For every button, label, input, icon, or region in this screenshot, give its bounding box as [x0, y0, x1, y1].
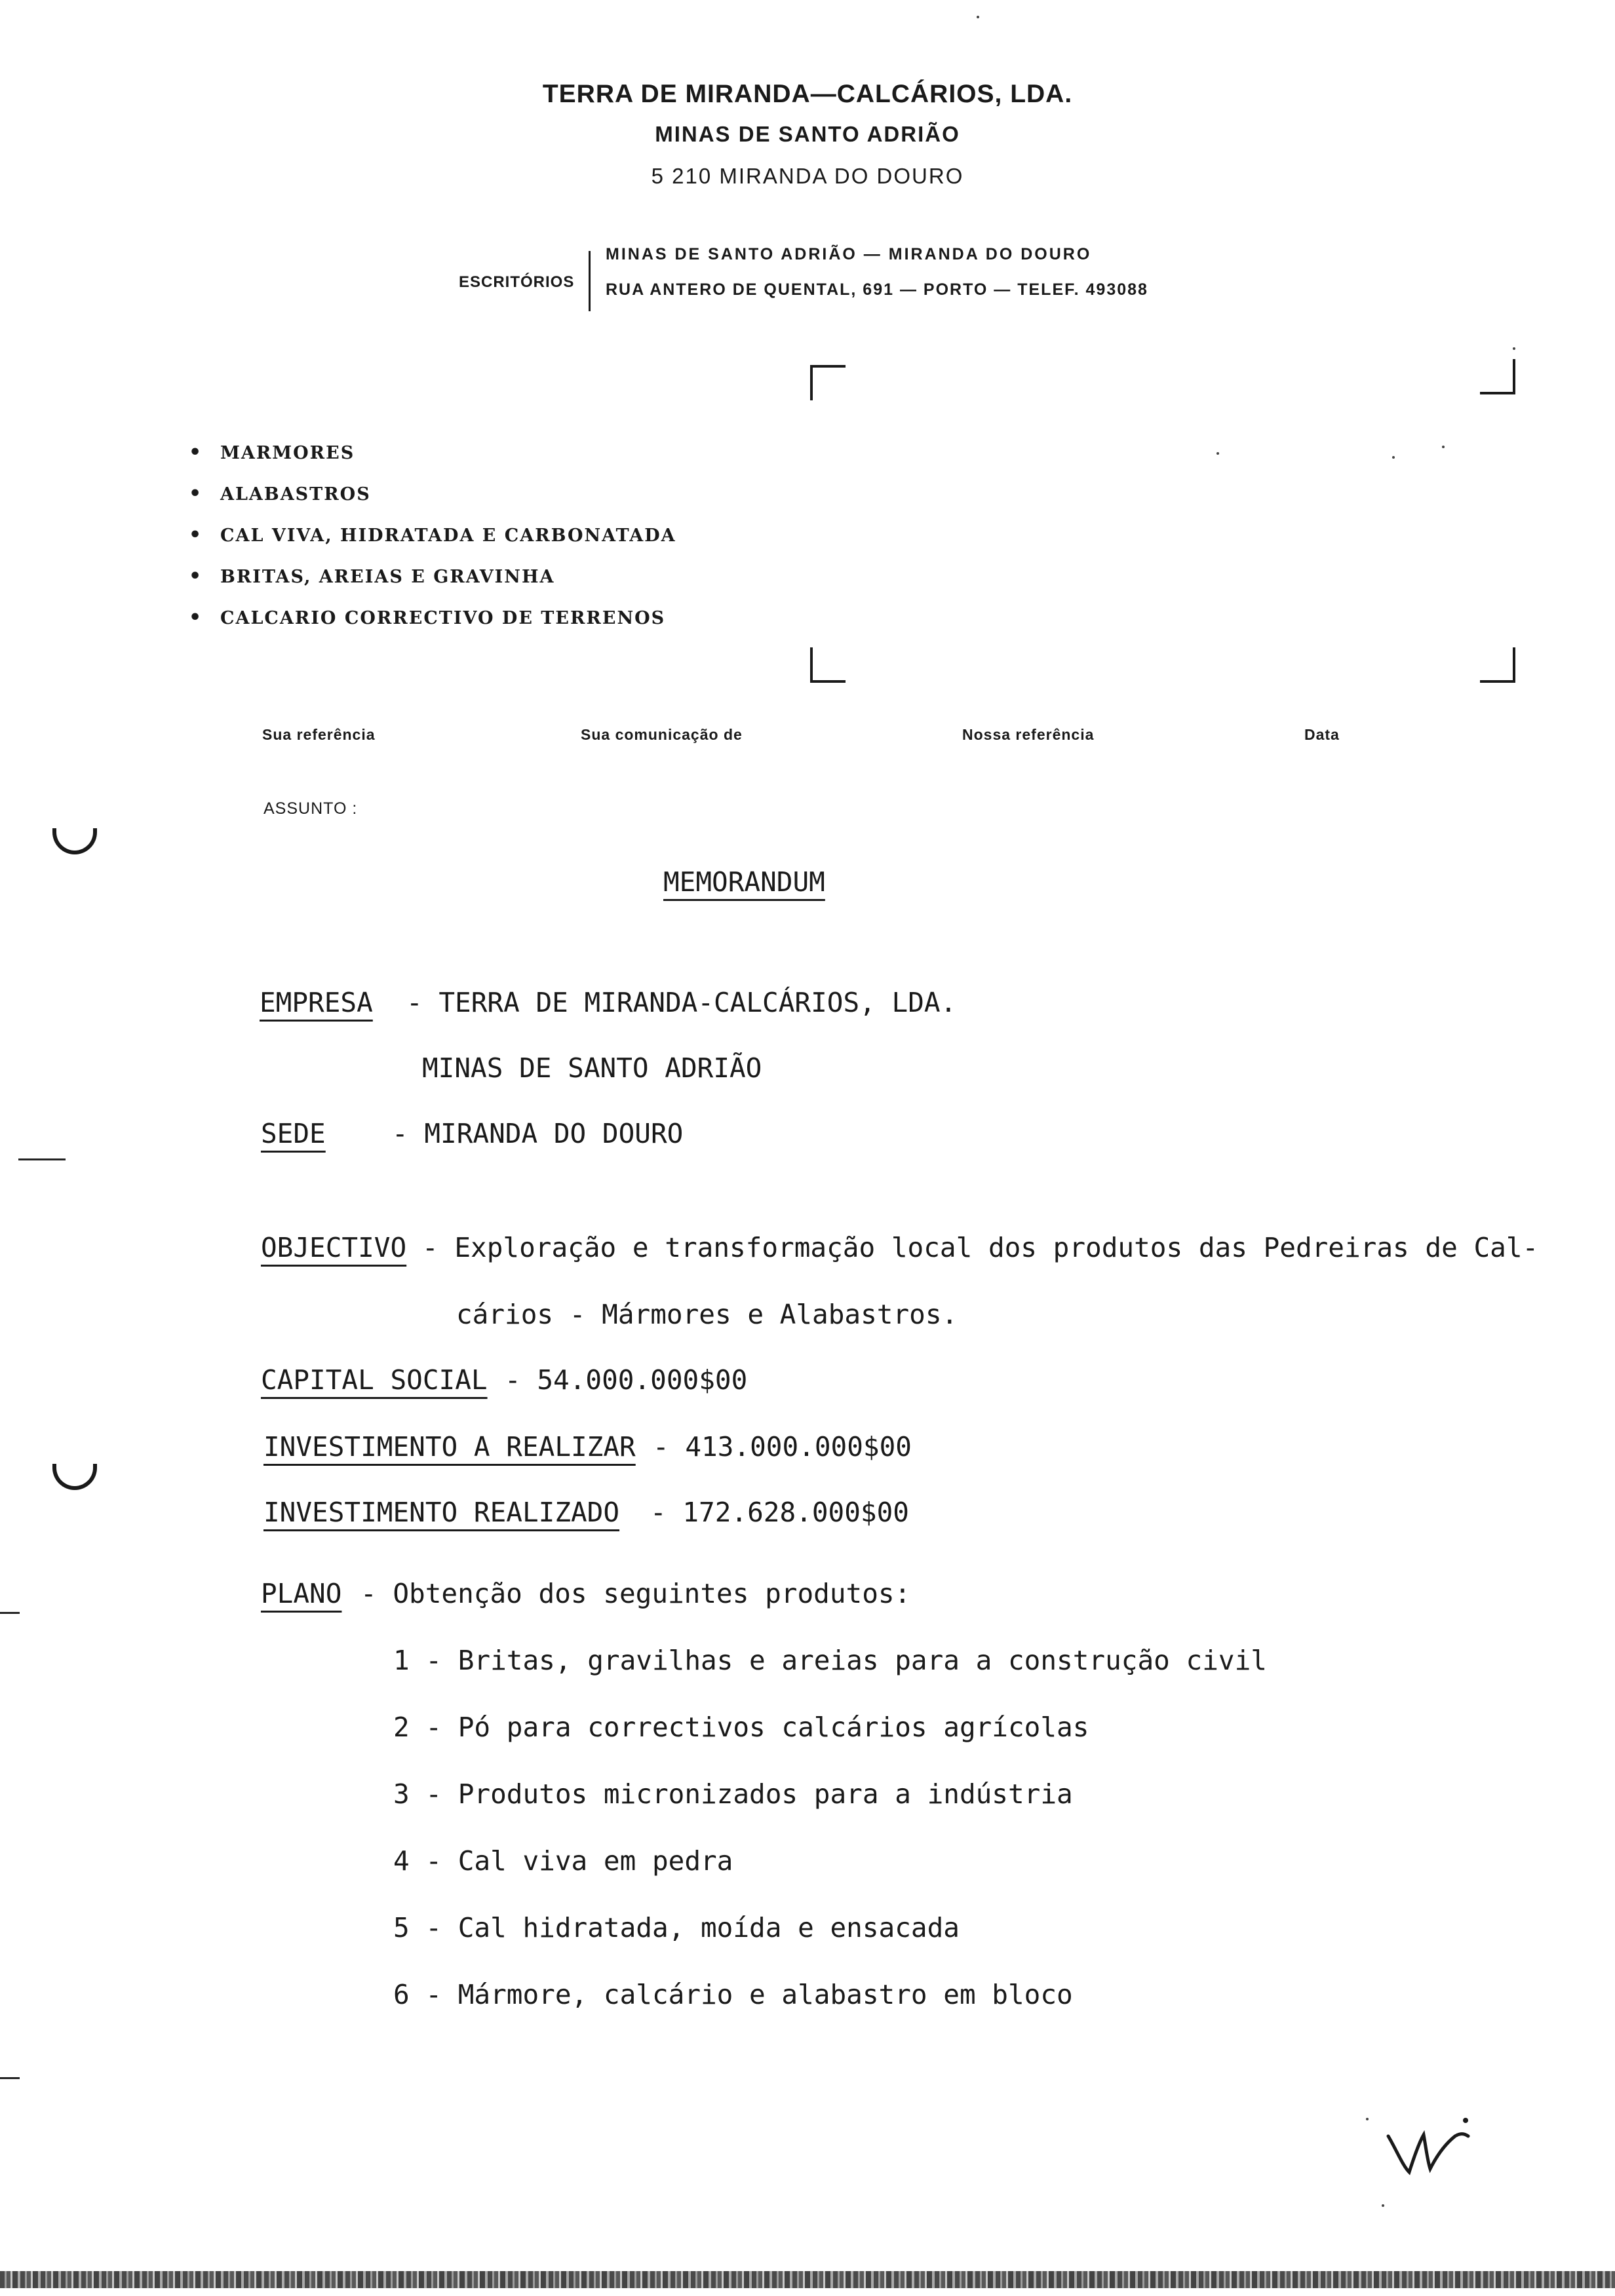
investimento-a-realizar-label: INVESTIMENTO A REALIZAR: [263, 1431, 636, 1463]
assunto-label: ASSUNTO :: [263, 799, 358, 818]
offices-divider: [589, 251, 591, 311]
plan-product-list: [393, 1645, 1267, 2046]
investimento-realizado-label: INVESTIMENTO REALIZADO: [263, 1497, 620, 1528]
empresa-value-2: MINAS DE SANTO ADRIÃO: [422, 1052, 762, 1084]
fold-mark: [0, 1612, 20, 1614]
company-mines: MINAS DE SANTO ADRIÃO: [655, 122, 960, 146]
scan-speck: [1442, 446, 1445, 448]
address-window-corner-top-right: [1480, 359, 1515, 394]
handwritten-initials-signature: [1383, 2110, 1475, 2182]
fold-mark: [0, 2077, 20, 2079]
empresa-value: - TERRA DE MIRANDA-CALCÁRIOS, LDA.: [406, 987, 957, 1018]
plan-item: 2 - Pó para correctivos calcários agrícolas: [393, 1712, 1089, 1743]
product-item: • ALABASTROS: [189, 476, 676, 518]
scan-speck: [1392, 456, 1395, 459]
office-address-2: RUA ANTERO DE QUENTAL, 691 — PORTO — TELEF. 493088: [606, 280, 1148, 299]
scan-speck: [1382, 2204, 1384, 2207]
plan-item: 3 - Produtos micronizados para a indústria: [393, 1778, 1073, 1810]
scan-speck: [1513, 347, 1515, 350]
ref-data: Data: [1304, 726, 1340, 743]
ref-nossa-referencia: Nossa referência: [962, 726, 1095, 743]
memo-title: MEMORANDUM: [663, 866, 825, 898]
ref-sua-comunicacao: Sua comunicação de: [581, 726, 743, 743]
scan-speck: [977, 16, 979, 18]
sede-value: - MIRANDA DO DOURO: [392, 1118, 684, 1149]
address-window-corner-bottom-right: [1480, 647, 1515, 683]
company-city: 5 210 MIRANDA DO DOURO: [651, 164, 964, 188]
objectivo-label: OBJECTIVO: [261, 1232, 407, 1263]
capital-social-label: CAPITAL SOCIAL: [261, 1364, 488, 1396]
company-name: TERRA DE MIRANDA—CALCÁRIOS, LDA.: [542, 80, 1073, 108]
investimento-realizado-value: - 172.628.000$00: [650, 1497, 909, 1528]
plan-item: 4 - Cal viva em pedra: [393, 1845, 733, 1877]
scan-edge-noise: [0, 2271, 1615, 2288]
plano-value: - Obtenção dos seguintes produtos:: [360, 1578, 911, 1609]
offices-label: ESCRITÓRIOS: [459, 273, 575, 291]
objectivo-value-2: cários - Mármores e Alabastros.: [456, 1299, 958, 1330]
plan-item: 5 - Cal hidratada, moída e ensacada: [393, 1912, 960, 1943]
empresa-label: EMPRESA: [260, 987, 373, 1018]
plan-item: 6 - Mármore, calcário e alabastro em bloco: [393, 1979, 1073, 2010]
investimento-a-realizar-value: - 413.000.000$00: [653, 1431, 912, 1463]
scan-speck: [1366, 2118, 1369, 2120]
product-item: • CALCARIO CORRECTIVO DE TERRENOS: [189, 600, 676, 641]
fold-mark: [18, 1158, 66, 1160]
capital-social-value: - 54.000.000$00: [505, 1364, 748, 1396]
plano-label: PLANO: [261, 1578, 342, 1609]
objectivo-value: - Exploração e transformação local dos produtos das Pedreiras de Cal-: [422, 1232, 1539, 1263]
scan-speck: [1216, 452, 1219, 455]
product-item: • CAL VIVA, HIDRATADA E CARBONATADA: [189, 518, 676, 559]
product-list: [189, 435, 676, 641]
product-item: • MARMORES: [189, 435, 676, 476]
plan-item: 1 - Britas, gravilhas e areias para a construção civil: [393, 1645, 1267, 1676]
address-window-corner-bottom-left: [810, 647, 846, 683]
punch-hole-mark: [52, 828, 97, 854]
punch-hole-mark: [52, 1464, 97, 1490]
product-item: • BRITAS, AREIAS E GRAVINHA: [189, 559, 676, 600]
office-address-1: MINAS DE SANTO ADRIÃO — MIRANDA DO DOURO: [606, 245, 1092, 263]
ref-sua-referencia: Sua referência: [262, 726, 376, 743]
address-window-corner-top-left: [810, 365, 846, 400]
sede-label: SEDE: [261, 1118, 326, 1149]
